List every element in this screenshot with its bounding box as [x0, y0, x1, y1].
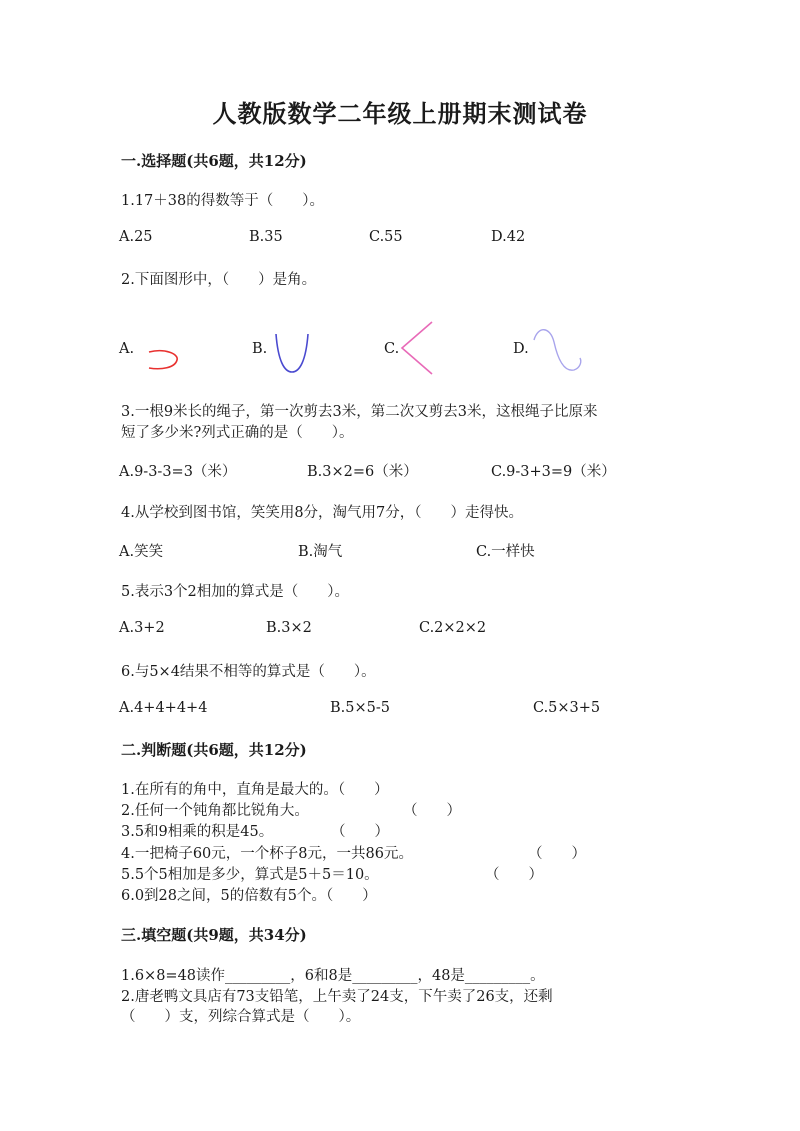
option-b: B.3×2=6（米） [307, 464, 418, 480]
judgment-text: 4.一把椅子60元，一个杯子8元，一共86元。 [121, 846, 413, 862]
option-b: B.5×5-5 [330, 700, 390, 716]
fill-question-2-line2: （ ）支，列综合算式是（ ）。 [121, 1009, 361, 1025]
option-c: C.5×3+5 [533, 700, 601, 716]
question-1-3-line1: 3.一根9米长的绳子，第一次剪去3米，第二次又剪去3米，这根绳子比原来 [121, 404, 598, 420]
question-1-4: 4.从学校到图书馆，笑笑用8分，淘气用7分，（ ）走得快。 [121, 505, 524, 521]
judgment-text: 5.5个5相加是多少，算式是5＋5＝10。 [121, 867, 379, 883]
question-1-1: 1.17＋38的得数等于（ ）。 [121, 193, 324, 209]
u-curve-figure-b [270, 330, 314, 376]
open-curve-figure-a [143, 340, 183, 376]
judgment-item-2 [121, 799, 309, 820]
option-a: A.3+2 [119, 620, 165, 636]
section-heading-fill-blank: 三.填空题(共9题，共34分) [121, 926, 307, 944]
judgment-item-3 [121, 820, 273, 841]
answer-bracket: （ ） [528, 846, 586, 862]
fill-question-2-line1: 2.唐老鸭文具店有73支铅笔，上午卖了24支，下午卖了26支，还剩 [121, 989, 553, 1005]
question-1-3-line2: 短了多少米?列式正确的是（ ）。 [121, 425, 354, 441]
option-a: A.25 [119, 229, 153, 245]
answer-bracket: （ ） [337, 782, 389, 798]
option-c: C. [384, 341, 400, 357]
answer-bracket: （ ） [485, 867, 543, 883]
fill-question-1: 1.6×8=48读作_________，6和8是_________，48是_________。 [121, 968, 545, 984]
judgment-text: 3.5和9相乘的积是45。 [121, 824, 274, 840]
option-a: A. [119, 341, 135, 357]
question-1-5: 5.表示3个2相加的算式是（ ）。 [121, 584, 350, 600]
option-b: B. [252, 341, 268, 357]
option-a: A.笑笑 [119, 544, 164, 560]
option-c: C.2×2×2 [419, 620, 487, 636]
option-d: D. [513, 341, 529, 357]
wave-curve-figure-d [530, 326, 586, 376]
page-title: 人教版数学二年级上册期末测试卷 [212, 99, 588, 128]
option-b: B.淘气 [298, 544, 343, 560]
answer-bracket: （ ） [403, 803, 461, 819]
judgment-item-5 [121, 863, 379, 884]
option-c: C.55 [369, 229, 403, 245]
judgment-text: 2.任何一个钝角都比锐角大。 [121, 803, 309, 819]
option-a: A.9-3-3=3（米） [119, 464, 237, 480]
answer-bracket: （ ） [331, 824, 389, 840]
question-1-6: 6.与5×4结果不相等的算式是（ ）。 [121, 664, 376, 680]
judgment-item-4 [121, 842, 413, 863]
option-b: B.35 [249, 229, 283, 245]
judgment-text: 1.在所有的角中，直角是最大的。 [121, 782, 338, 798]
option-c: C.9-3+3=9（米） [491, 464, 616, 480]
option-c: C.一样快 [476, 544, 535, 560]
judgment-item-1 [121, 778, 389, 799]
section-heading-judgment: 二.判断题(共6题，共12分) [121, 741, 307, 759]
option-a: A.4+4+4+4 [119, 700, 208, 716]
judgment-text: 6.0到28之间，5的倍数有5个。 [121, 888, 326, 904]
option-d: D.42 [491, 229, 526, 245]
section-heading-choice: 一.选择题(共6题，共12分) [121, 152, 307, 170]
angle-figure-c [396, 318, 436, 378]
answer-bracket: （ ） [325, 888, 377, 904]
question-1-2: 2.下面图形中，（ ）是角。 [121, 272, 317, 288]
option-b: B.3×2 [266, 620, 312, 636]
judgment-item-6 [121, 884, 377, 905]
